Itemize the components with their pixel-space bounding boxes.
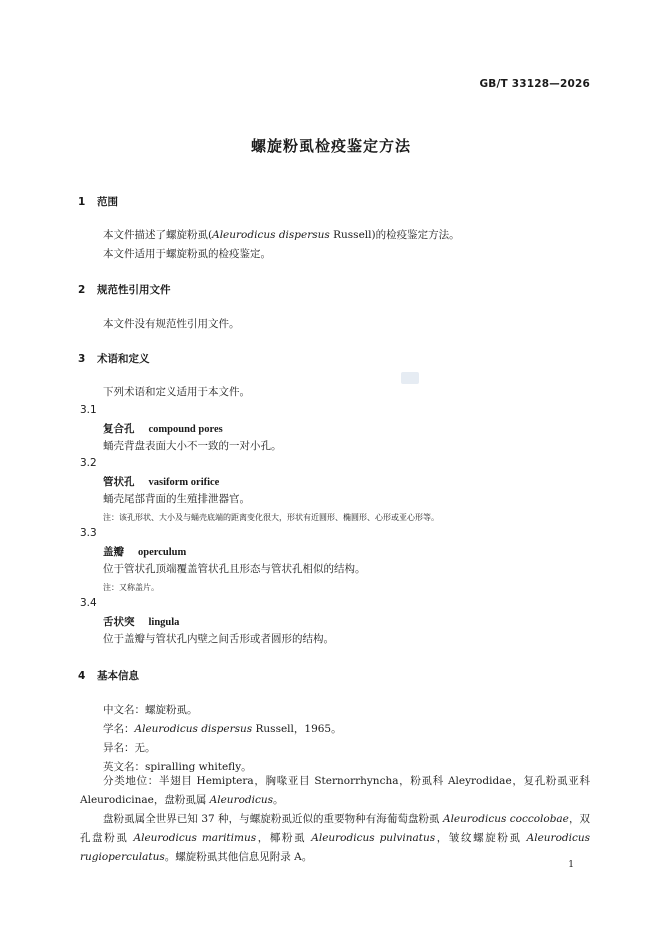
section-title: 基本信息 (97, 670, 139, 682)
term-number: 3.3 (80, 527, 97, 539)
watermark-stamp (401, 372, 419, 384)
term-heading: 管状孔 vasiform orifice (103, 476, 220, 488)
page-number: 1 (568, 860, 574, 870)
section-3-heading (78, 351, 150, 366)
term-definition: 蛹壳尾部背面的生殖排泄器官。 (103, 493, 250, 505)
paragraph: 下列术语和定义适用于本文件。 (103, 386, 250, 398)
section-number: 2 (78, 284, 86, 296)
section-4-heading (78, 668, 139, 683)
section-title: 术语和定义 (97, 353, 150, 365)
section-title: 规范性引用文件 (97, 284, 171, 296)
paragraph: 本文件适用于螺旋粉虱的检疫鉴定。 (103, 248, 271, 260)
section-number: 3 (78, 353, 86, 365)
paragraph: 本文件没有规范性引用文件。 (103, 318, 240, 330)
paragraph: 英文名：spiralling whitefly。 (103, 761, 252, 773)
term-number: 3.2 (80, 457, 97, 469)
term-heading: 舌状突 lingula (103, 616, 180, 628)
term-note: 注：又称盖片。 (103, 583, 159, 592)
term-number: 3.4 (80, 597, 97, 609)
document-title: 螺旋粉虱检疫鉴定方法 (250, 137, 411, 155)
term-note: 注：该孔形状、大小及与蛹壳底端的距离变化很大，形状有近圆形、椭圆形、心形或亚心形等。 (103, 513, 439, 522)
term-number: 3.1 (80, 404, 97, 416)
term-definition: 位于管状孔顶端覆盖管状孔且形态与管状孔相似的结构。 (103, 563, 366, 575)
section-number: 4 (78, 670, 86, 682)
paragraph: 异名：无。 (103, 742, 156, 754)
paragraph: 中文名：螺旋粉虱。 (103, 704, 198, 716)
standard-number: GB/T 33128—2026 (479, 78, 590, 90)
section-number: 1 (78, 196, 86, 208)
section-title: 范围 (97, 196, 118, 208)
paragraph: 学名：Aleurodicus dispersus Russell，1965。 (103, 723, 342, 735)
term-definition: 蛹壳背盘表面大小不一致的一对小孔。 (103, 440, 282, 452)
section-2-heading (78, 282, 171, 297)
section-1-heading (78, 194, 118, 209)
term-definition: 位于盖瓣与管状孔内壁之间舌形或者圆形的结构。 (103, 633, 334, 645)
term-heading: 复合孔 compound pores (103, 423, 223, 435)
paragraph: 盘粉虱属全世界已知 37 种，与螺旋粉虱近似的重要物种有海葡萄盘粉虱 Aleurodicus coccolobae，双孔盘粉虱 Aleurodicus maritimus，椰粉虱 Aleurodicus pulvinatus，皱纹螺旋粉虱 Aleurodicus rugioperculatus。螺旋粉虱其他信息见附录 A。 (80, 813, 591, 863)
term-heading: 盖瓣 operculum (103, 546, 187, 558)
paragraph: 本文件描述了螺旋粉虱(Aleurodicus dispersus Russell)的检疫鉴定方法。 (103, 229, 460, 241)
paragraph: 分类地位：半翅目 Hemiptera，胸喙亚目 Sternorrhyncha，粉虱科 Aleyrodidae，复孔粉虱亚科 Aleurodicinae，盘粉虱属 Aleurodicus。 (80, 775, 590, 806)
